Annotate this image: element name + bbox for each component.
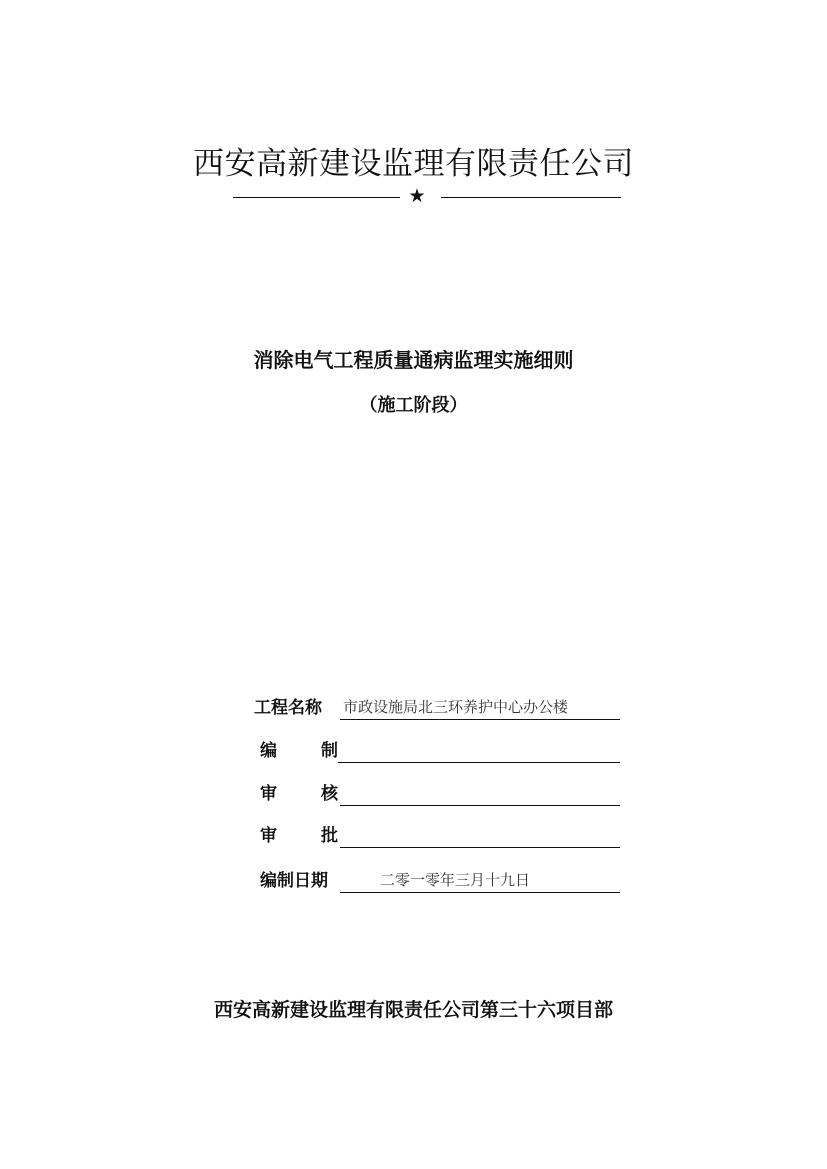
compiled-by-label [260,737,338,765]
project-name-underline [340,719,620,720]
reviewed-by-underline [340,805,620,806]
company-title: 西安高新建设监理有限责任公司 [193,146,634,182]
approved-by-label-char-2: 批 [321,826,338,846]
compile-date-underline [340,892,620,893]
divider-line-left [233,197,400,198]
title-divider [233,187,621,209]
field-compiled-by [250,737,630,767]
star-icon: ★ [408,185,426,207]
field-reviewed-by [250,780,630,810]
reviewed-by-label-char-2: 核 [321,784,338,804]
document-subtitle: （施工阶段） [359,395,468,416]
compiled-by-label-char-2: 制 [321,741,338,761]
project-name-value: 市政设施局北三环养护中心办公楼 [343,698,569,716]
approved-by-label-char-1: 审 [260,826,277,846]
reviewed-by-label-char-1: 审 [260,784,277,804]
field-approved-by [250,822,630,852]
compiled-by-underline [338,762,620,763]
approved-by-label [260,822,338,850]
approved-by-underline [340,847,620,848]
document-title: 消除电气工程质量通病监理实施细则 [253,348,574,372]
field-project-name [250,694,630,724]
compile-date-value: 二零一零年三月十九日 [380,871,531,889]
project-name-label: 工程名称 [254,698,322,718]
compile-date-label: 编制日期 [260,871,328,891]
footer-org: 西安高新建设监理有限责任公司第三十六项目部 [213,999,613,1021]
reviewed-by-label [260,780,338,808]
divider-line-right [441,197,621,198]
compiled-by-label-char-1: 编 [260,741,277,761]
field-compile-date [250,867,630,897]
